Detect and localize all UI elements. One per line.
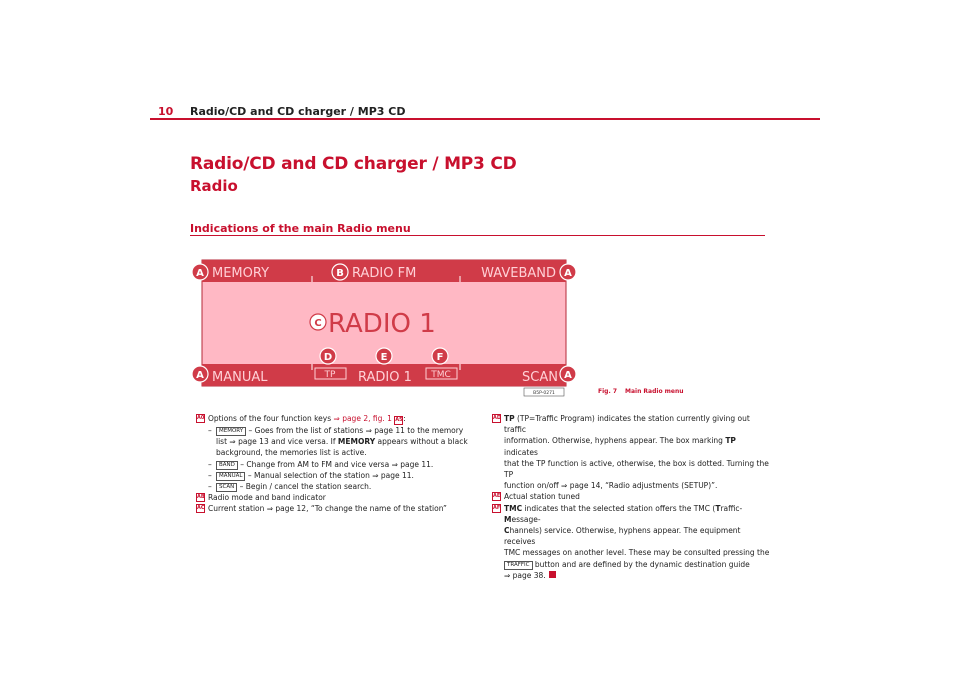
- marker-a5: A5: [395, 417, 403, 423]
- scan-key: SCAN: [216, 483, 237, 492]
- manual-key: MANUAL: [216, 472, 245, 481]
- callout-f: [432, 348, 448, 364]
- list-item: [196, 503, 476, 514]
- left-column: [196, 413, 476, 515]
- display-current-station: RADIO 1: [358, 370, 412, 385]
- list-item-text: TMC messages on another level. These may be consulted pressing the: [504, 548, 770, 558]
- list-item: [196, 413, 476, 425]
- list-item-bold: MEMORY: [337, 437, 376, 447]
- callout-d: [320, 348, 336, 364]
- list-item-text: indicates that the selected station offers the TMC (: [522, 503, 716, 513]
- marker-ad: AD: [493, 415, 502, 421]
- callout-a-top-left: [192, 264, 208, 280]
- list-item-text: indicates: [504, 447, 538, 457]
- svg-text:D: D: [323, 352, 333, 363]
- memory-key: MEMORY: [216, 427, 246, 436]
- list-item: [196, 470, 476, 481]
- callout-a-top-right: [560, 264, 576, 280]
- subsection-heading: Indications of the main Radio menu: [190, 222, 411, 235]
- right-column: [492, 413, 772, 581]
- list-item-text: – Goes from the list of stations ⇒ page 11 to the memory: [246, 426, 464, 435]
- list-item: [196, 425, 476, 459]
- svg-text:B: B: [336, 268, 344, 279]
- section-end-mark: [549, 571, 556, 578]
- header-rule: [150, 118, 820, 120]
- list-item-bold: M: [504, 514, 512, 524]
- svg-text:A: A: [196, 370, 204, 381]
- list-item-text: hannels) service. Otherwise, hyphens appear. The equipment receives: [504, 526, 741, 547]
- figure-ref-code: B5P-0271: [533, 391, 555, 396]
- list-item: [492, 503, 772, 581]
- heading-rule: [190, 235, 765, 236]
- display-tp-indicator: TP: [324, 370, 336, 380]
- display-scan-label: SCAN: [522, 370, 558, 385]
- list-item-bold: TP: [504, 414, 515, 423]
- subsection-title: Radio: [190, 177, 238, 195]
- callout-a-bottom-right: [560, 366, 576, 382]
- list-item-bold: TP: [725, 436, 736, 446]
- list-item-text: ⇒ page 38.: [504, 570, 546, 580]
- list-item-text: function on/off ⇒ page 14, “Radio adjustments (SETUP)”.: [504, 481, 718, 491]
- list-item-text: Actual station tuned: [504, 492, 580, 502]
- list-item-text: information. Otherwise, hyphens appear. The box marking: [504, 436, 726, 446]
- list-dash: –: [208, 426, 212, 435]
- list-item-text: that the TP function is active, otherwise, the box is dotted. Turning the TP: [504, 458, 769, 480]
- list-item-text: Options of the four function keys: [208, 414, 334, 423]
- svg-text:A: A: [564, 268, 572, 279]
- page-number: 10: [158, 105, 174, 118]
- list-item-text: raffic-: [720, 503, 743, 513]
- list-item-bold: TMC: [504, 503, 523, 513]
- list-item: [492, 491, 772, 502]
- radio-display-illustration: [190, 247, 580, 399]
- figure-caption-text: Main Radio menu: [625, 388, 684, 395]
- list-dash: –: [208, 482, 212, 492]
- svg-text:E: E: [380, 352, 388, 363]
- svg-text:C: C: [314, 318, 322, 329]
- list-item-text: (TP=Traffic Program) indicates the station currently giving out traffic: [504, 414, 750, 435]
- list-item-text: Radio mode and band indicator: [208, 493, 326, 503]
- list-item-text: – Change from AM to FM and vice versa ⇒ page 11.: [237, 459, 434, 469]
- list-item-text: Current station ⇒ page 12, “To change the name of the station”: [208, 504, 447, 514]
- list-item-text: :: [403, 414, 406, 423]
- list-dash: –: [208, 459, 212, 469]
- list-item: [196, 481, 476, 492]
- svg-text:A: A: [564, 370, 572, 381]
- figure-caption: [598, 388, 692, 395]
- list-item-text: essage-: [511, 514, 541, 524]
- svg-text:F: F: [436, 352, 444, 363]
- list-item-bold: C: [504, 526, 510, 536]
- running-header: Radio/CD and CD charger / MP3 CD: [190, 105, 406, 118]
- display-band-label: RADIO FM: [352, 266, 417, 281]
- marker-ac: AC: [197, 505, 205, 512]
- display-memory-label: MEMORY: [212, 266, 270, 281]
- display-tmc-indicator: TMC: [431, 370, 451, 380]
- display-station-name: RADIO 1: [328, 309, 436, 339]
- list-dash: –: [208, 470, 212, 480]
- list-item-text: background, the memories list is active.: [216, 448, 367, 458]
- marker-ab: AB: [197, 494, 205, 501]
- svg-text:A: A: [196, 268, 204, 279]
- callout-e: [376, 348, 392, 364]
- display-waveband-label: WAVEBAND: [481, 266, 556, 281]
- marker-ae: AE: [493, 493, 501, 500]
- figure-caption-label: Fig. 7: [598, 388, 617, 395]
- page-link[interactable]: ⇒ page 2, fig. 1: [333, 414, 392, 423]
- list-item-text: – Begin / cancel the station search.: [237, 482, 372, 492]
- radio-display-figure: [190, 247, 580, 399]
- list-item-text: appears without a black: [375, 437, 468, 447]
- display-manual-label: MANUAL: [212, 370, 268, 385]
- list-item-text: – Manual selection of the station ⇒ page 11.: [245, 470, 414, 480]
- list-item: [196, 459, 476, 470]
- list-item: [196, 492, 476, 503]
- callout-b: [332, 264, 348, 280]
- traffic-key: TRAFFIC: [504, 561, 533, 570]
- list-item: [492, 413, 772, 491]
- list-item-text: button and are defined by the dynamic destination guide: [532, 559, 750, 569]
- band-key: BAND: [216, 461, 238, 470]
- callout-c: [310, 314, 326, 330]
- section-title: Radio/CD and CD charger / MP3 CD: [190, 154, 517, 174]
- marker-a0: A0: [197, 415, 205, 421]
- marker-af: AF: [493, 504, 501, 511]
- callout-a-bottom-left: [192, 366, 208, 382]
- list-item-bold: T: [715, 503, 721, 513]
- list-item-text: list ⇒ page 13 and vice versa. If: [216, 437, 338, 447]
